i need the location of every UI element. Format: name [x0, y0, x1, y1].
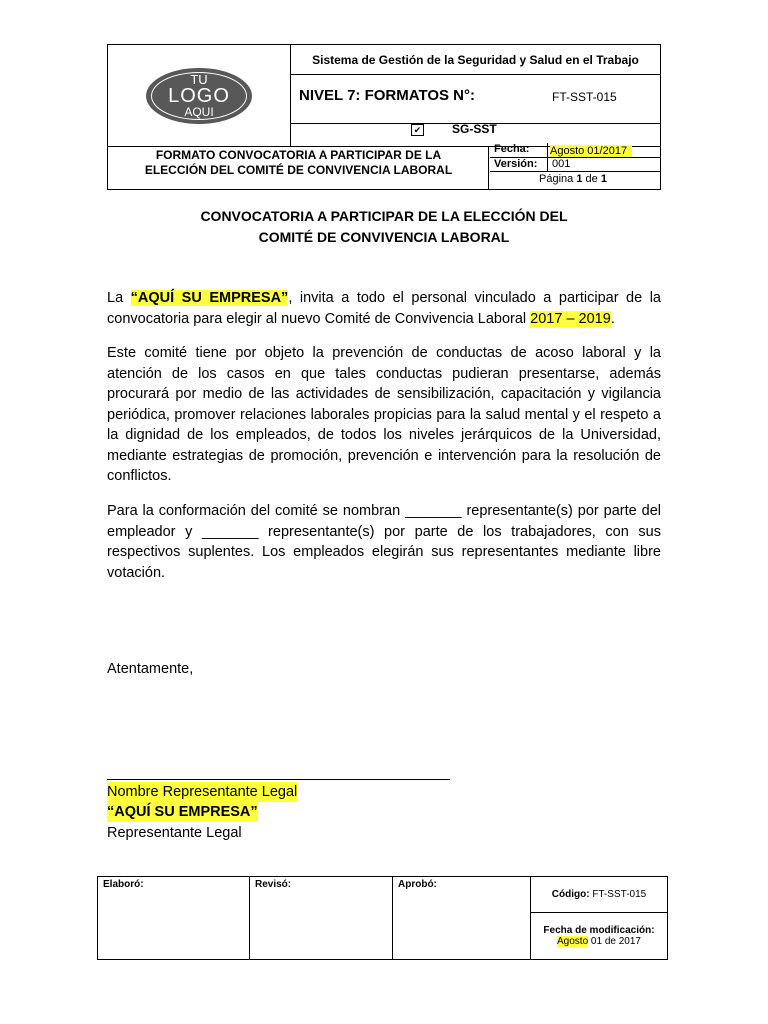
p1-text-c: . [610, 310, 615, 327]
reviso-cell[interactable] [250, 877, 393, 960]
company-name-highlight: “AQUÍ SU EMPRESA” [130, 290, 289, 306]
system-title: Sistema de Gestión de la Seguridad y Salud en el Trabajo [291, 45, 661, 75]
elaboro-cell[interactable] [98, 877, 250, 960]
codigo-cell [531, 877, 668, 913]
p1-text-a: La [107, 290, 131, 306]
document-title-line-1: CONVOCATORIA A PARTICIPAR DE LA ELECCIÓN DEL [200, 208, 568, 224]
signature-line [107, 779, 450, 780]
page-indicator [539, 173, 607, 185]
paragraph-conformation: Para la conformación del comité se nombran _______ representante(s) por parte del empleador y _______ representante(s) por parte de los trabajadores, con sus respectivos suplentes. Los empleados elegirán sus representantes mediante libre votación. [107, 503, 661, 581]
fecha-label: Fecha: [494, 143, 530, 155]
logo-line-3: AQUI [184, 104, 214, 119]
codigo-value: FT-SST-015 [592, 889, 647, 900]
page-of: de [585, 173, 598, 185]
aprobo-cell[interactable] [393, 877, 531, 960]
page-number: 1 [576, 173, 583, 185]
format-code: FT-SST-015 [552, 90, 617, 104]
signature-company: “AQUÍ SU EMPRESA” [107, 804, 258, 820]
document-title [107, 206, 661, 248]
codigo-label: Código: [551, 889, 590, 900]
level-title: NIVEL 7: FORMATOS N°: [299, 87, 476, 104]
sg-sst-label: SG-SST [452, 122, 497, 136]
format-title [107, 148, 490, 178]
company-logo [146, 68, 252, 124]
signature-role: Representante Legal [107, 825, 242, 841]
aprobo-label: Aprobó: [398, 879, 437, 890]
fecha-value: Agosto 01/2017 [550, 145, 632, 157]
page-total: 1 [600, 173, 607, 185]
checkbox-icon[interactable]: ✔ [411, 124, 424, 136]
footer-table [97, 876, 668, 960]
version-label: Versión: [494, 158, 538, 170]
fecha-mod-cell [531, 913, 668, 960]
document-title-line-2: COMITÉ DE CONVIVENCIA LABORAL [258, 229, 510, 245]
logo-line-1: TU [190, 71, 208, 87]
format-title-line-2: ELECCIÓN DEL COMITÉ DE CONVIVENCIA LABORAL [144, 163, 453, 177]
fecha-mod-rest: 01 de 2017 [588, 936, 641, 947]
signature-name: Nombre Representante Legal [107, 784, 298, 800]
version-value: 001 [552, 158, 571, 170]
years-highlight: 2017 – 2019 [530, 310, 611, 327]
page-prefix: Página [539, 173, 574, 185]
reviso-label: Revisó: [255, 879, 292, 890]
logo-cell [108, 45, 291, 147]
logo-line-2: LOGO [168, 84, 230, 107]
elaboro-label: Elaboró: [103, 879, 144, 890]
paragraph-purpose: Este comité tiene por objeto la prevención de conductas de acoso laboral y la atención de los casos en que tales conductas pudieran presentarse, además procurará por medio de las actividades de sensibilización, capacitación y vigilancia periódica, promover relaciones laborales propicias para la salud mental y el respeto a la dignidad de los empleados, de todos los niveles jerárquicos de la Universidad, mediante estrategias de promoción, prevención e intervención para la resolución de conflictos. [107, 345, 661, 484]
p1-text-b: , invita a todo el personal vinculado a participar de la convocatoria para elegir al nuevo Comité de Convivencia Laboral [107, 290, 661, 327]
fecha-mod-month: Agosto [557, 936, 589, 947]
closing-text: Atentamente, [107, 661, 194, 677]
format-title-line-1: FORMATO CONVOCATORIA A PARTICIPAR DE LA [155, 148, 442, 162]
fecha-mod-label: Fecha de modificación: [543, 925, 655, 936]
paragraph-invitation [107, 288, 661, 329]
